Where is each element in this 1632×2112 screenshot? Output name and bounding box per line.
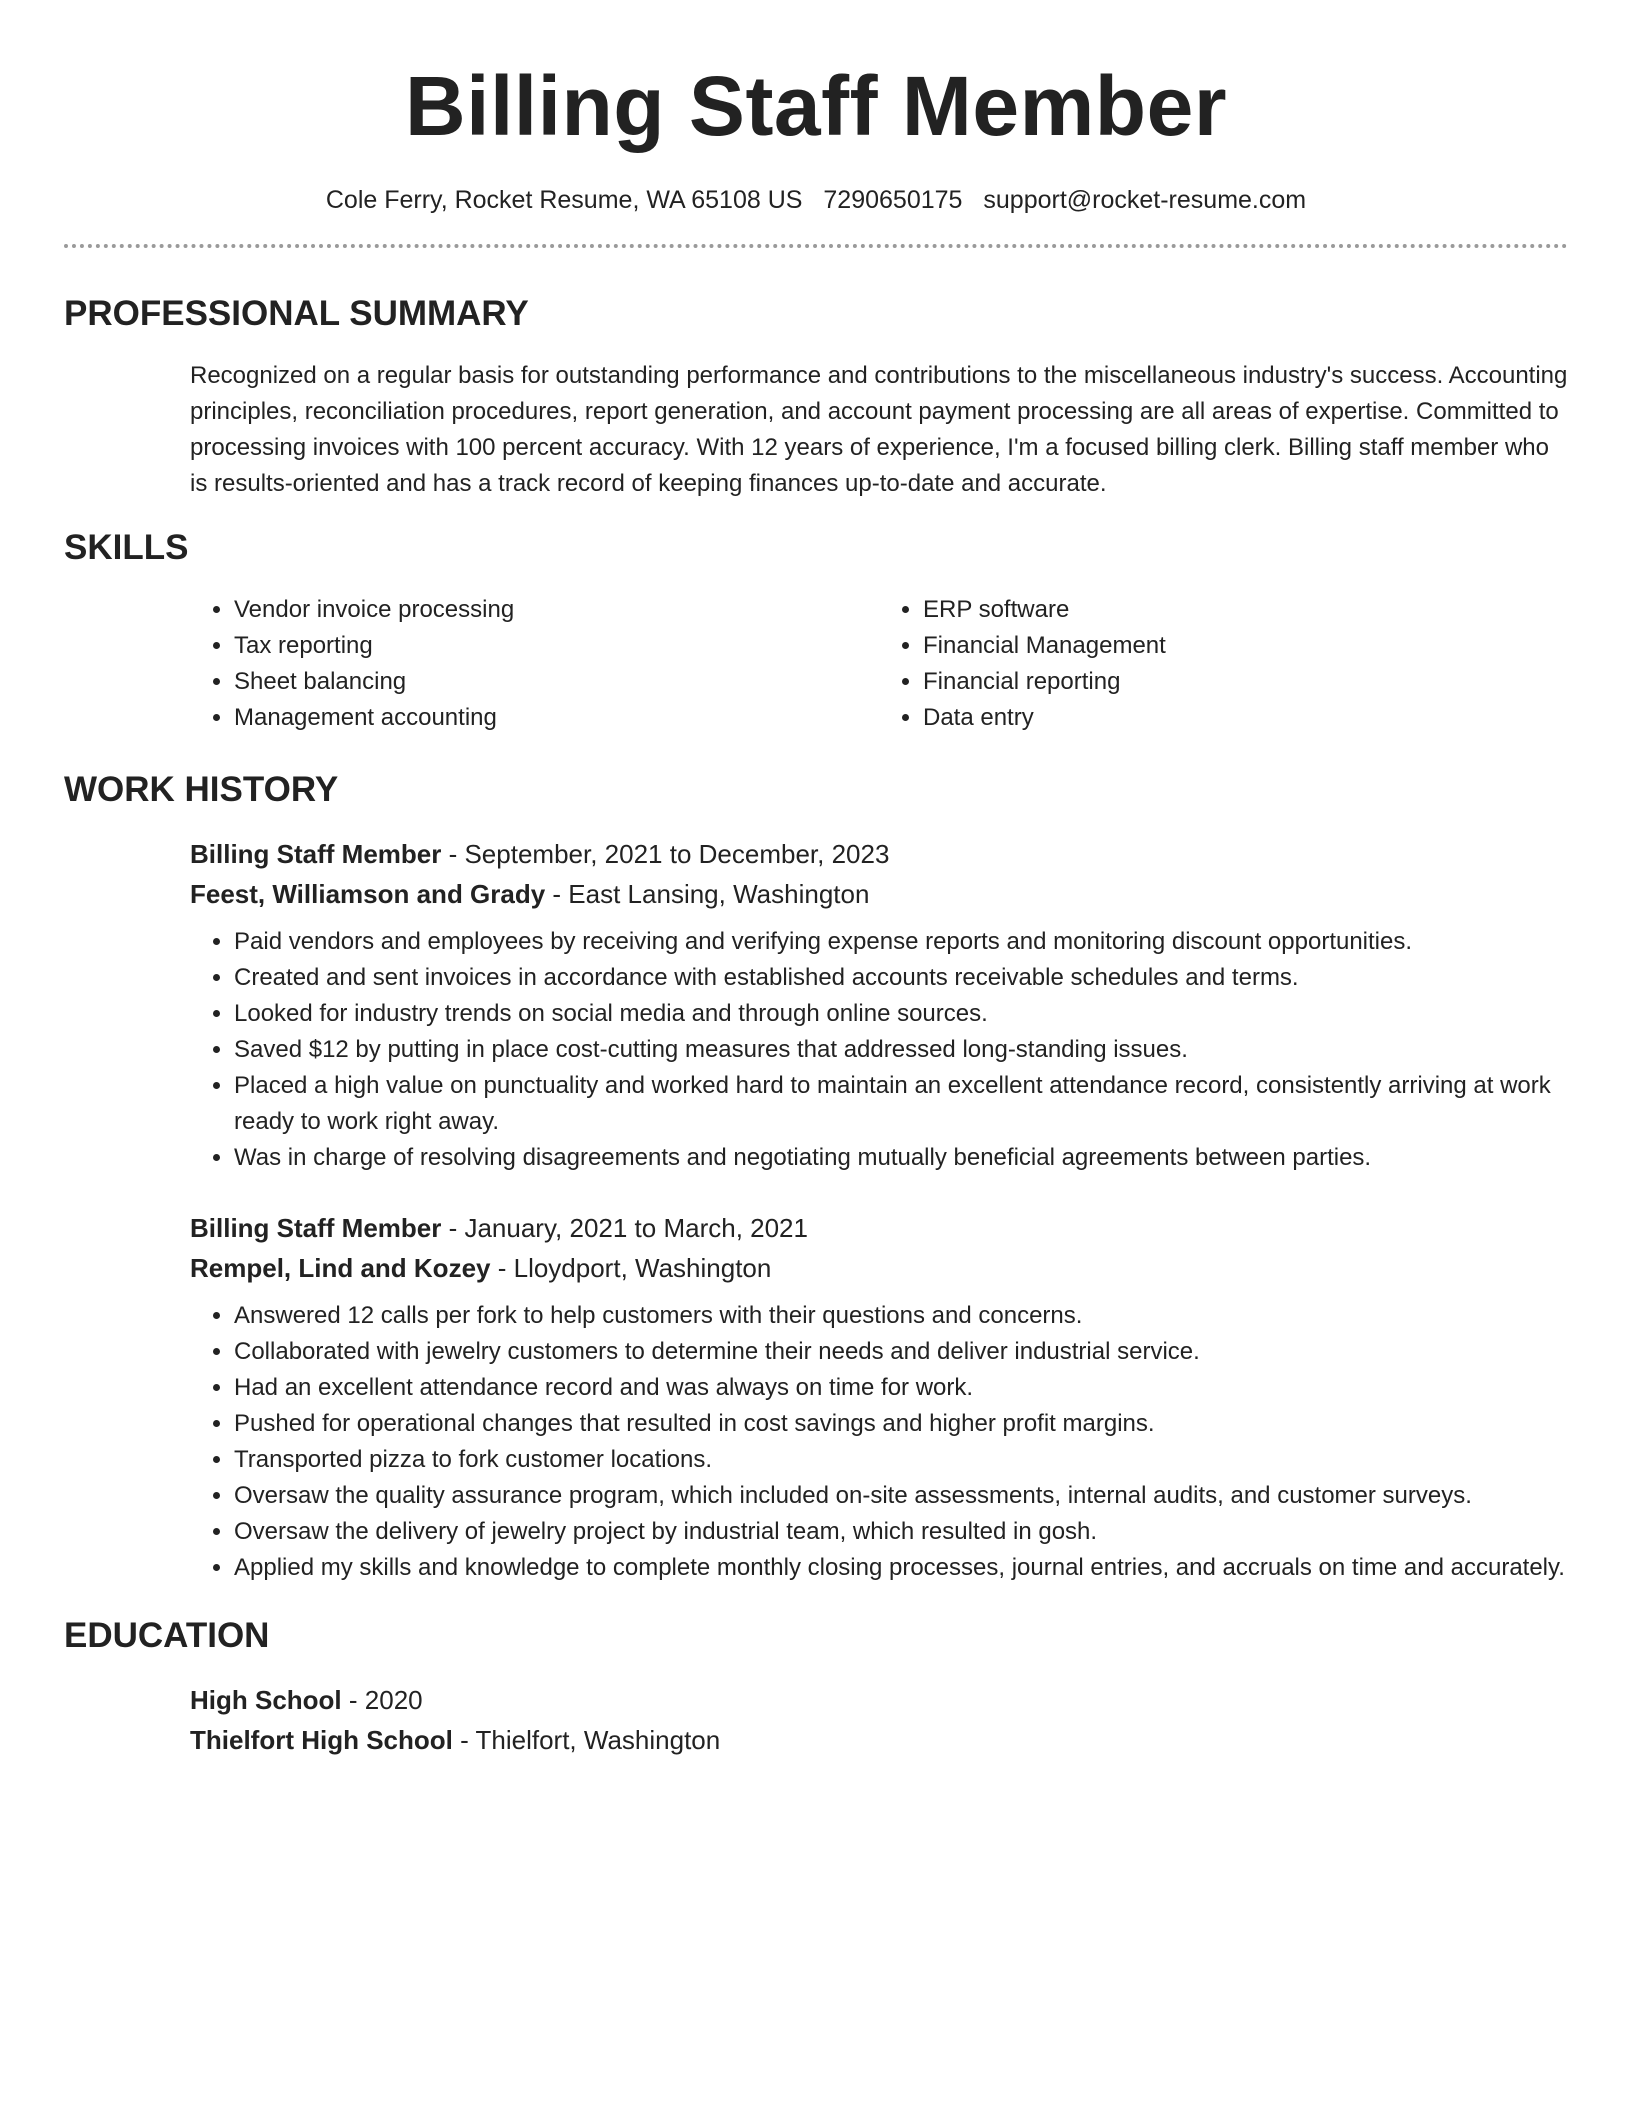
section-title-summary: PROFESSIONAL SUMMARY	[64, 294, 529, 333]
education-location: - Thielfort, Washington	[452, 1725, 721, 1755]
job-bullet: • Placed a high value on punctuality and worked hard to maintain an excellent attendance record, consistently arriving at work ready to work right away.	[234, 1068, 1568, 1140]
job-company: Feest, Williamson and Grady	[190, 879, 546, 909]
skills-column-right	[879, 592, 1568, 736]
job-bullets	[190, 924, 1568, 1176]
skill-item: • Management accounting	[234, 700, 879, 736]
job-bullet: • Was in charge of resolving disagreements and negotiating mutually beneficial agreements between parties.	[234, 1140, 1568, 1176]
skill-item: • Vendor invoice processing	[234, 592, 879, 628]
skill-item: • Sheet balancing	[234, 664, 879, 700]
job-dates: - September, 2021 to December, 2023	[441, 839, 890, 869]
job-company-line	[190, 1248, 1568, 1288]
job-bullet: • Pushed for operational changes that resulted in cost savings and higher profit margins.	[234, 1406, 1568, 1442]
job-bullet: • Answered 12 calls per fork to help customers with their questions and concerns.	[234, 1298, 1568, 1334]
section-title-work-history: WORK HISTORY	[64, 770, 339, 809]
job-location: - Lloydport, Washington	[490, 1253, 772, 1283]
education-degree-line	[190, 1680, 1568, 1720]
education-school-line	[190, 1720, 1568, 1760]
job-bullets	[190, 1298, 1568, 1586]
job-bullet: • Collaborated with jewelry customers to determine their needs and deliver industrial service.	[234, 1334, 1568, 1370]
resume-name: Billing Staff Member	[404, 59, 1228, 153]
job-title-line	[190, 1208, 1568, 1248]
education-degree: High School	[190, 1685, 342, 1715]
contact-line	[64, 182, 1568, 218]
section-title-skills: SKILLS	[64, 528, 189, 567]
job-company-line	[190, 874, 1568, 914]
education-entry	[190, 1680, 1568, 1760]
job-dates: - January, 2021 to March, 2021	[441, 1213, 808, 1243]
job-bullet: • Oversaw the quality assurance program, which included on-site assessments, internal audits, and customer surveys.	[234, 1478, 1568, 1514]
skill-item: • Tax reporting	[234, 628, 879, 664]
job-role: Billing Staff Member	[190, 1213, 442, 1243]
job-bullet: • Had an excellent attendance record and was always on time for work.	[234, 1370, 1568, 1406]
job-entry	[190, 1208, 1568, 1586]
header-divider	[64, 244, 1568, 248]
job-title-line	[190, 834, 1568, 874]
job-entry	[190, 834, 1568, 1176]
job-bullet: • Created and sent invoices in accordance with established accounts receivable schedules and terms.	[234, 960, 1568, 996]
contact-phone: 7290650175	[823, 186, 963, 214]
section-title-education: EDUCATION	[64, 1616, 270, 1655]
job-bullet: • Applied my skills and knowledge to complete monthly closing processes, journal entries, and accruals on time and accurately.	[234, 1550, 1568, 1586]
contact-address: Cole Ferry, Rocket Resume, WA 65108 US	[325, 186, 803, 214]
education-year: - 2020	[341, 1685, 423, 1715]
job-bullet: • Looked for industry trends on social media and through online sources.	[234, 996, 1568, 1032]
job-bullet: • Paid vendors and employees by receiving and verifying expense reports and monitoring discount opportunities.	[234, 924, 1568, 960]
job-bullet: • Saved $12 by putting in place cost-cutting measures that addressed long-standing issues.	[234, 1032, 1568, 1068]
skill-item: • ERP software	[923, 592, 1568, 628]
skill-item: • Financial Management	[923, 628, 1568, 664]
summary-text: Recognized on a regular basis for outstanding performance and contributions to the miscellaneous industry's success. Accounting principles, reconciliation procedures, report generation, and account payment processing are all areas of expertise. Committed to processing invoices with 100 percent accuracy. With 12 years of experience, I'm a focused billing clerk. Billing staff member who is results-oriented and has a track record of keeping finances up-to-date and accurate.	[190, 362, 1568, 497]
job-bullet: • Oversaw the delivery of jewelry project by industrial team, which resulted in gosh.	[234, 1514, 1568, 1550]
skills-column-left	[190, 592, 879, 736]
education-school: Thielfort High School	[190, 1725, 453, 1755]
skill-item: • Data entry	[923, 700, 1568, 736]
skills-list	[190, 592, 1568, 736]
job-company: Rempel, Lind and Kozey	[190, 1253, 491, 1283]
skill-item: • Financial reporting	[923, 664, 1568, 700]
job-bullet: • Transported pizza to fork customer locations.	[234, 1442, 1568, 1478]
job-location: - East Lansing, Washington	[545, 879, 870, 909]
job-role: Billing Staff Member	[190, 839, 442, 869]
contact-email: support@rocket-resume.com	[983, 186, 1307, 214]
